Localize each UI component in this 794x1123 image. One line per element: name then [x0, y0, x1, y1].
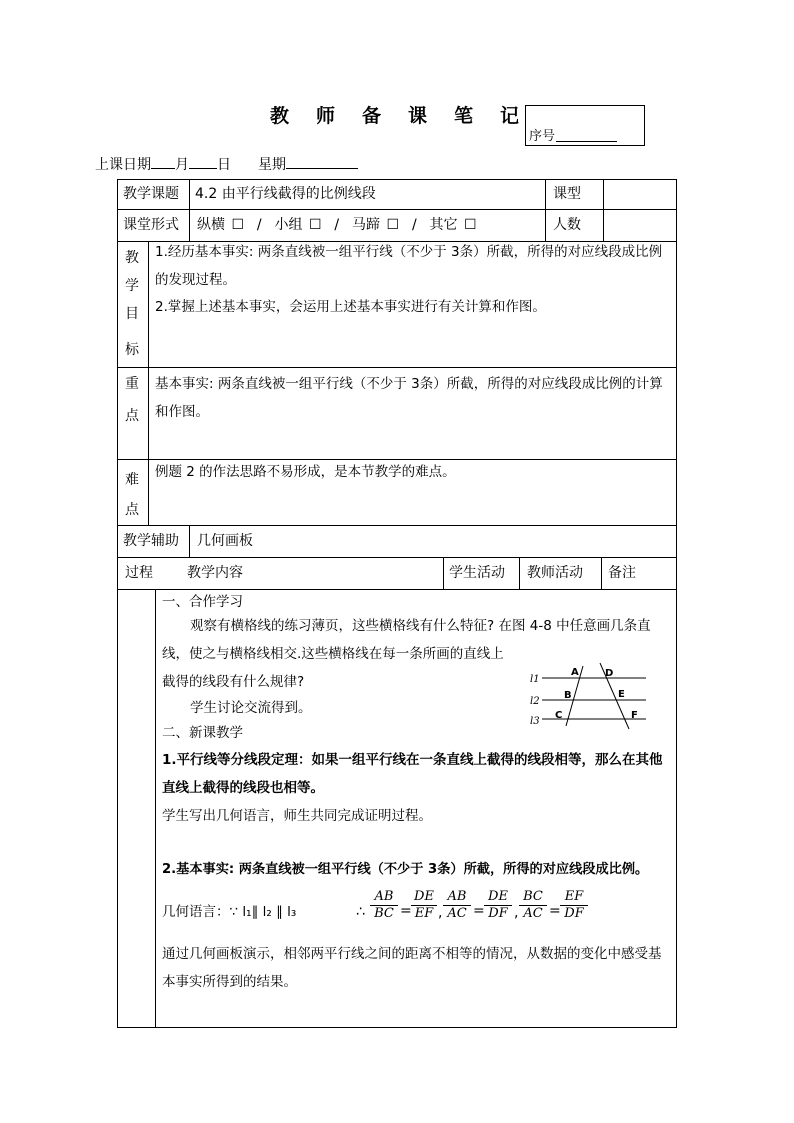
point-label-a: A: [571, 667, 579, 678]
equals-sign: =: [549, 903, 561, 919]
goals-label-4: 标: [125, 342, 139, 358]
date-label: 上课日期: [95, 157, 151, 173]
topic-label: 教学课题: [123, 186, 179, 202]
difficulty-label-2: 点: [125, 502, 139, 518]
goals-label-3: 目: [125, 306, 139, 322]
fraction-bc-ac: $\frac{BC}{AC}$: [519, 889, 547, 922]
point-label-e: E: [618, 689, 625, 700]
point-label-d: D: [605, 668, 614, 679]
people-label: 人数: [553, 217, 581, 233]
key-label-1: 重: [125, 376, 139, 392]
form-options[interactable]: 纵横 ☐ / 小组 ☐ / 马蹄 ☐ / 其它 ☐: [197, 217, 477, 233]
section-1-para-3: 截得的线段有什么规律?: [162, 674, 305, 690]
month-blank[interactable]: [151, 154, 175, 169]
topic-value[interactable]: 4.2 由平行线截得的比例线段: [195, 186, 376, 202]
section-1-heading: 一、合作学习: [162, 594, 243, 610]
theorem-2: 2.基本事实: 两条直线被一组平行线（不少于 3条）所截，所得的对应线段成比例。: [162, 862, 649, 877]
student-label: 学生活动: [449, 565, 505, 581]
demo-text: 通过几何画板演示，相邻两平行线之间的距离不相等的情况，从数据的变化中感受基本事实所得到的结果。: [162, 946, 662, 990]
difficulty-text: 例题 2 的作法思路不易形成，是本节教学的难点。: [155, 464, 456, 480]
proof-note: 学生写出几何语言，师生共同完成证明过程。: [162, 808, 432, 824]
goals-label-2: 学: [125, 278, 139, 294]
goals-label-1: 教: [125, 250, 139, 266]
section-1-para-1: 观察有横格线的练习薄页，这些横格线有什么特征? 在图 4-8 中任意画几条直: [190, 618, 651, 634]
page-title: 教师备课笔记: [270, 105, 547, 127]
fraction-ab-bc: $\frac{AB}{BC}$: [370, 889, 398, 922]
type-label: 课型: [553, 186, 581, 202]
equals-sign: =: [400, 903, 412, 919]
point-label-c: C: [555, 710, 563, 721]
geometric-language: 几何语言：∵ l₁∥ l₂ ∥ l₃: [162, 904, 297, 920]
process-label: 过程: [125, 565, 153, 581]
therefore-symbol: ∴: [356, 904, 365, 920]
day-blank[interactable]: [189, 154, 217, 169]
content-label: 教学内容: [187, 565, 243, 581]
notes-label: 备注: [608, 565, 636, 581]
aid-value[interactable]: 几何画板: [197, 533, 253, 549]
line-label-l2: l2: [530, 696, 540, 707]
goal-2: 2.掌握上述基本事实，会运用上述基本事实进行有关计算和作图。: [155, 299, 546, 315]
serial-label: 序号: [529, 129, 556, 144]
key-label-2: 点: [125, 408, 139, 424]
parallel-lines-figure: [528, 660, 652, 732]
section-1-para-2: 线，使之与横格线相交.这些横格线在每一条所画的直线上: [162, 646, 504, 662]
type-value[interactable]: [607, 183, 673, 205]
weekday-label: 星期: [258, 157, 286, 173]
difficulty-label-1: 难: [125, 472, 139, 488]
date-line: [95, 154, 358, 174]
teacher-label: 教师活动: [527, 565, 583, 581]
aid-label: 教学辅助: [123, 533, 179, 549]
key-text: 基本事实: 两条直线被一组平行线（不少于 3条）所截，所得的对应线段成比例的计算和作图。: [155, 376, 663, 420]
fraction-de-ef: $\frac{DE}{EF}$: [411, 889, 437, 922]
section-1-para-4: 学生讨论交流得到。: [190, 700, 312, 716]
goal-1: 1.经历基本事实: 两条直线被一组平行线（不少于 3条）所截，所得的对应线段成比例的发现过程。: [155, 244, 663, 288]
form-label: 课堂形式: [123, 217, 179, 233]
line-label-l1: l1: [530, 674, 540, 685]
weekday-blank[interactable]: [286, 154, 358, 169]
people-value[interactable]: [607, 214, 673, 236]
serial-blank[interactable]: [556, 141, 617, 142]
point-label-b: B: [564, 690, 572, 701]
comma: ,: [514, 905, 519, 921]
month-label: 月: [175, 157, 189, 173]
fraction-de-df: $\frac{DE}{DF}$: [484, 889, 512, 922]
line-label-l3: l3: [530, 716, 540, 727]
section-2-heading: 二、新课教学: [162, 725, 243, 741]
comma: ,: [438, 905, 443, 921]
fraction-ab-ac: $\frac{AB}{AC}$: [443, 889, 471, 922]
point-label-f: F: [631, 710, 638, 721]
theorem-1: 1.平行线等分线段定理：如果一组平行线在一条直线上截得的线段相等，那么在其他直线上截得的线段也相等。: [162, 752, 663, 796]
fraction-ef-df: $\frac{EF}{DF}$: [560, 889, 588, 922]
equals-sign: =: [473, 903, 485, 919]
day-label: 日: [217, 157, 231, 173]
